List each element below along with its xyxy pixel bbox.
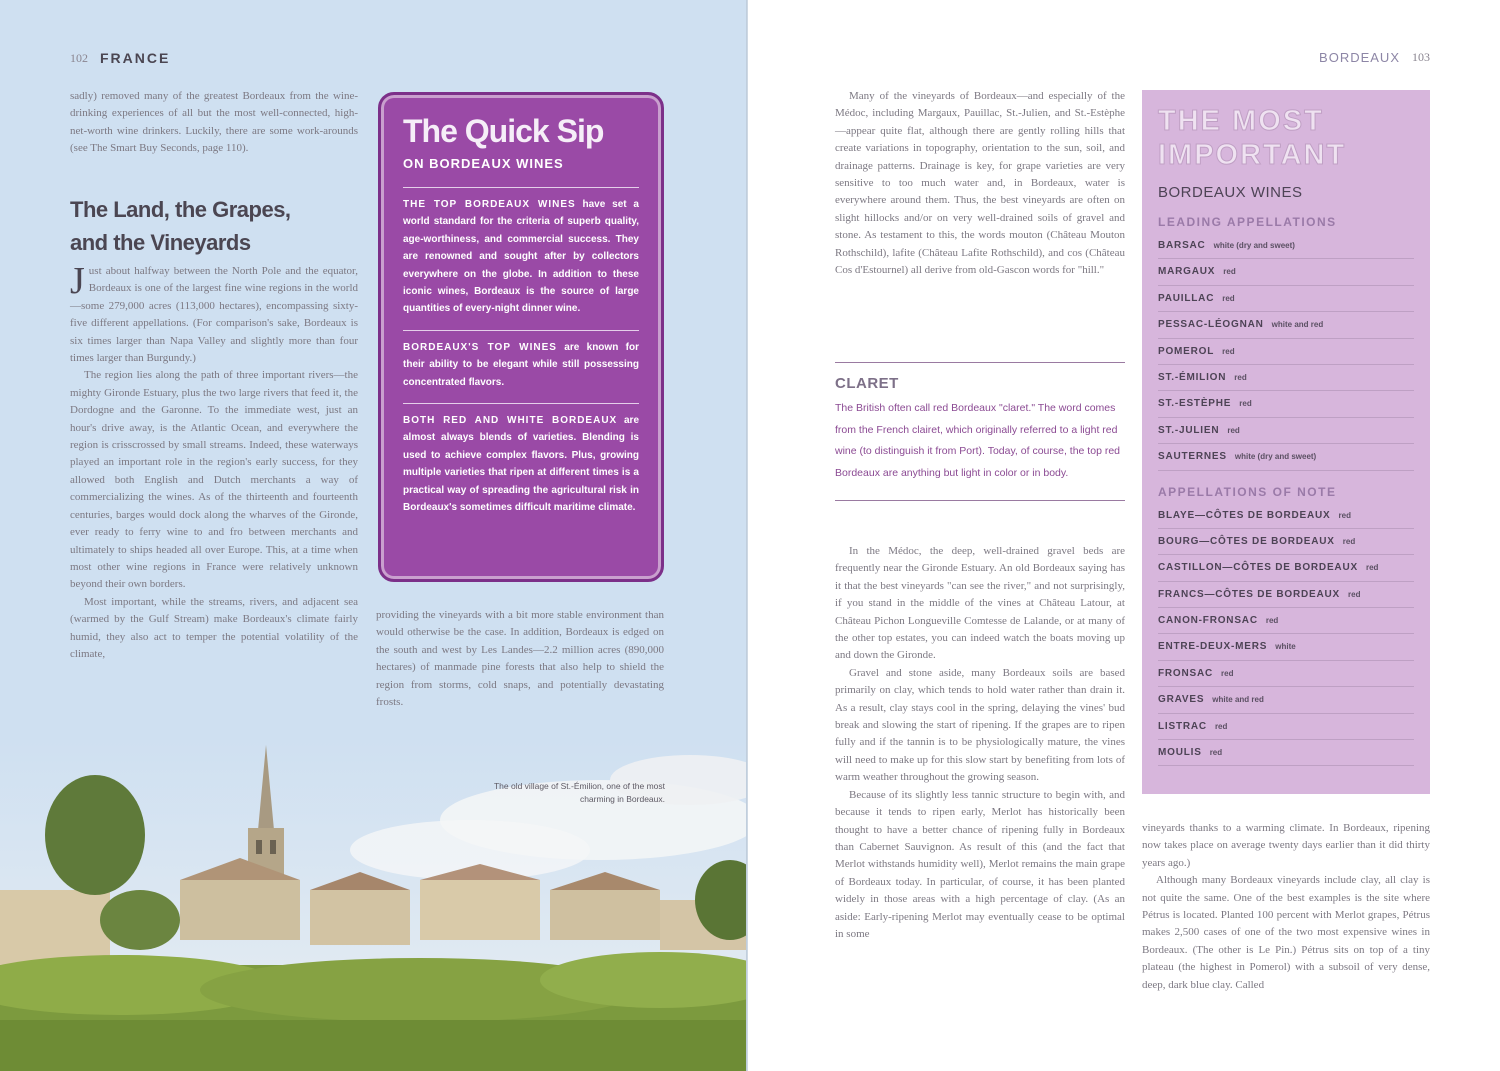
wine-color: red (1222, 346, 1235, 356)
wine-color: red (1221, 668, 1234, 678)
appellation-row (1158, 503, 1414, 529)
running-head-right (1319, 50, 1430, 65)
wine-color: red (1365, 563, 1379, 573)
appellation-name: ST.-JULIEN (1158, 424, 1220, 436)
photo-caption: The old village of St.-Émilion, one of the most charming in Bordeaux. (493, 781, 665, 804)
quick-sip-lead: BORDEAUX'S TOP WINES (403, 341, 557, 353)
right-column-2-bottom (1142, 820, 1430, 994)
appellation-row (1158, 634, 1414, 660)
appellation-name: CASTILLON—CÔTES DE BORDEAUX (1158, 562, 1358, 574)
paragraph-clay: Gravel and stone aside, many Bordeaux soils are based primarily on clay, which tends to hold water rather than drain it. As a result, clay stays cool in the spring, delaying the vines' bud break and slowing the start of ripening. If the grapes are to ripen fully and if the tannin is to be physiologically mature, the vines will need to make up for this slow start by benefiting from lots of warm weather throughout the growing season. (835, 666, 1125, 784)
running-head-title-left: FRANCE (100, 50, 171, 66)
appellation-row (1158, 365, 1414, 391)
paragraph-3: Most important, while the streams, rivers, and adjacent sea (warmed by the Gulf Stream) make Bordeaux's climate fairly humid, they also act to temper the potential volatility of the climate, (70, 595, 358, 660)
appellation-row (1158, 286, 1414, 312)
appellation-name: LISTRAC (1158, 720, 1207, 732)
appellation-name: ST.-ESTÈPHE (1158, 398, 1232, 410)
intro-paragraph: sadly) removed many of the greatest Bordeaux from the wine-drinking experiences of all but the most well-connected, high-net-worth wine drinkers. Luckily, there are some work-arounds (see The Smart Buy Seconds, page 110). (70, 90, 358, 155)
wine-color: red (1223, 267, 1236, 277)
section-heading-line1: The Land, the Grapes, (70, 197, 291, 222)
paragraph-top: Many of the vineyards of Bordeaux—and especially of the Médoc, including Margaux, Pauillac, St.-Julien, and St.-Estèphe—appear quite flat, although there are gently rolling hills that create variations in topography, orientation to the sun, soil, and drainage patterns. Drainage is key, for grape varieties are very sensitive to too much water and, in Bordeaux, water is everywhere around them. Thus, the best vineyards are often on slight hillocks and/or on very well-drained soils of gravel and stone. As testament to this, the words mouton (Château Mouton Rothschild), lafite (Château Lafite Rothschild), and cos (Château Cos d'Estournel) all derive from old-Gascon words for "hill." (835, 90, 1125, 277)
appellation-row (1158, 582, 1414, 608)
wine-color: red (1222, 293, 1235, 303)
appellation-name: GRAVES (1158, 694, 1205, 706)
wines-box-title-line2: IMPORTANT (1158, 139, 1347, 171)
wine-color: red (1265, 616, 1279, 626)
wine-color: white and red (1212, 695, 1264, 705)
quick-sip-lead: THE TOP BORDEAUX WINES (403, 199, 576, 210)
wine-color: white (1275, 642, 1296, 652)
appellation-name: POMEROL (1158, 345, 1215, 357)
wine-color: red (1338, 510, 1351, 520)
wine-color: red (1342, 536, 1356, 546)
paragraph-ripening: vineyards thanks to a warming climate. In Bordeaux, ripening now takes place on average twenty days earlier than it did thirty years ago.) (1142, 822, 1430, 869)
appellation-row (1158, 339, 1414, 365)
appellation-row (1158, 740, 1414, 766)
paragraph-petrus: Although many Bordeaux vineyards include clay, all clay is not quite the same. One of the best examples is the site where Pétrus is located. Planted 100 percent with Merlot grapes, Pétrus makes 2,500 cases of one of the two most expensive wines in Bordeaux. (The other is Le Pin.) Pétrus sits on top of a tiny plateau (the highest in Pomerol) with a subsoil of very dense, deep, dark blue clay. Called (1142, 874, 1430, 991)
appellation-row (1158, 714, 1414, 740)
appellation-row (1158, 391, 1414, 417)
appellations-of-note-heading: APPELLATIONS OF NOTE (1158, 484, 1337, 499)
appellation-name: FRANCS—CÔTES DE BORDEAUX (1158, 588, 1340, 600)
paragraph-col2: providing the vineyards with a bit more stable environment than would otherwise be the case. In addition, Bordeaux is edged on the south and west by Les Landes—2.2 million acres (890,000 hectares) of manmade pine forests that also help to shield the region from storms, cold snaps, and potentially devastating frosts. (376, 609, 664, 709)
important-wines-box (1142, 90, 1430, 794)
appellation-row (1158, 661, 1414, 687)
claret-title: CLARET (835, 375, 899, 392)
claret-text: The British often call red Bordeaux "claret." The word comes from the French clairet, which originally referred to a light red wine (to distinguish it from Port). Today, of course, the top red Bordeaux are anything but light in color or in body. (835, 402, 1120, 479)
page-number-left: 102 (70, 50, 88, 65)
section-heading (70, 193, 358, 259)
paragraph-1-text: ust about halfway between the North Pole and the equator, Bordeaux is one of the largest fine wine regions in the world—some 279,000 acres (113,000 hectares), encompassing sixty-five different appellations. (For comparison's sake, Bordeaux is six times larger than Napa Valley and slightly more than four times larger than Burgundy.) (70, 265, 358, 365)
paragraph-1 (70, 260, 358, 367)
appellation-row (1158, 418, 1414, 444)
wine-color: red (1227, 425, 1240, 435)
appellation-row (1158, 608, 1414, 634)
appellation-name: ST.-ÉMILION (1158, 371, 1227, 383)
wines-box-title-line1: THE MOST (1158, 105, 1324, 137)
quick-sip-item (403, 330, 639, 391)
appellation-name: BARSAC (1158, 240, 1206, 251)
appellation-name: MOULIS (1158, 747, 1202, 759)
quick-sip-title: The Quick Sip (403, 113, 604, 149)
appellation-row (1158, 444, 1414, 470)
paragraph-medoc: In the Médoc, the deep, well-drained gravel beds are frequently near the Gironde Estuary. An old Bordeaux saying has it that the best vineyards "can see the river," and not surprisingly, if you stand in the middle of the vines at Château Latour, at Château Pichon Longueville Comtesse de Lalande, or at many of the other top estates, you can indeed watch the boats moving up and down the Gironde. (835, 545, 1125, 662)
right-column-bottom (835, 543, 1125, 943)
section-heading-line2: and the Vineyards (70, 230, 251, 255)
appellation-row (1158, 687, 1414, 713)
wine-color: white (dry and sweet) (1213, 241, 1295, 250)
appellation-name: FRONSAC (1158, 667, 1214, 679)
claret-sidebar (835, 362, 1125, 501)
quick-sip-item (403, 403, 639, 516)
page-number-right: 103 (1412, 50, 1430, 64)
appellation-name: PAUILLAC (1158, 292, 1215, 304)
intro-column (70, 88, 358, 158)
quick-sip-lead: BOTH RED AND WHITE BORDEAUX (403, 415, 618, 427)
quick-sip-text: are almost always blends of varieties. Blending is used to achieve complex flavors. Plus, growing multiple varieties that ripen at different times is a practical way of spreading the agricultural risk in Bordeaux's sometimes difficult maritime climate. (403, 415, 640, 514)
quick-sip-text: have set a world standard for the criteria of superb quality, age-worthiness, and commercial success. They are renowned and sought after by collectors everywhere on the globe. In addition to these iconic wines, Bordeaux is the source of large quantities of every-night dinner wine. (403, 199, 639, 315)
section-land-grapes (70, 193, 358, 663)
quick-sip-text: are known for their ability to be elegant while still possessing concentrated flavors. (403, 341, 639, 388)
leading-appellations-heading: LEADING APPELLATIONS (1158, 215, 1337, 229)
wine-color: red (1348, 589, 1361, 599)
wine-color: white (dry and sweet) (1234, 452, 1317, 462)
left-page (0, 0, 748, 1071)
appellation-name: ENTRE-DEUX-MERS (1158, 641, 1268, 653)
paragraph-merlot: Because of its slightly less tannic structure to begin with, and because it tends to ripen early, Merlot has historically been thought to have a better chance of ripening fully in Bordeaux than Cabernet Sauvignon. As result of this (and the fact that Merlot withstands humidity well), Merlot remains the main grape of Bordeaux today. In particular, of course, it has been planted widely in those areas with a high percentage of clay. (As an aside: Early-ripening Merlot may eventually cease to be optimal in some (835, 788, 1125, 940)
paragraph-2: The region lies along the path of three important rivers—the mighty Gironde Estuary, plus the two large rivers that feed it, the Dordogne and the Garonne. To the immediate west, just an hour's drive away, is the Atlantic Ocean, and everywhere the region is crisscrossed by small streams. Indeed, these waterways played an important role in the region's early success, for they allowed both English and Dutch merchants a way of commercializing the wines. As of the thirteenth and fourteenth centuries, barges would dock along the wharves of the Gironde, ever ready to ferry wine to and fro between merchants and ultimately to ships headed all over Europe. This, at a time when most other wine regions in France were relatively unknown beyond their own borders. (70, 369, 358, 591)
appellation-row (1158, 312, 1414, 338)
appellation-name: BOURG—CÔTES DE BORDEAUX (1158, 535, 1335, 547)
appellation-row (1158, 233, 1414, 259)
appellation-name: BLAYE—CÔTES DE BORDEAUX (1158, 509, 1331, 521)
wine-color: red (1239, 399, 1252, 409)
land-body (70, 260, 358, 663)
wine-color: red (1234, 372, 1247, 382)
appellation-name: CANON-FRONSAC (1158, 615, 1258, 627)
right-column-top (835, 88, 1125, 279)
running-head-left (70, 50, 170, 66)
wines-box-title (1158, 104, 1414, 172)
appellation-name: SAUTERNES (1158, 451, 1227, 463)
wine-color: white and red (1271, 320, 1324, 330)
left-column-2 (376, 607, 664, 711)
wine-color: red (1214, 721, 1228, 731)
appellation-name: PESSAC-LÉOGNAN (1158, 319, 1264, 331)
appellation-name: MARGAUX (1158, 266, 1216, 278)
appellation-row (1158, 259, 1414, 285)
quick-sip-item (403, 187, 639, 318)
drop-cap: J (70, 260, 85, 302)
wines-box-subtitle: BORDEAUX WINES (1158, 184, 1303, 201)
quick-sip-box (378, 92, 664, 582)
appellation-row (1158, 529, 1414, 555)
quick-sip-subtitle: ON BORDEAUX WINES (403, 156, 564, 171)
running-head-title-right: BORDEAUX (1319, 50, 1400, 65)
appellation-row (1158, 555, 1414, 581)
wine-color: red (1209, 748, 1223, 758)
